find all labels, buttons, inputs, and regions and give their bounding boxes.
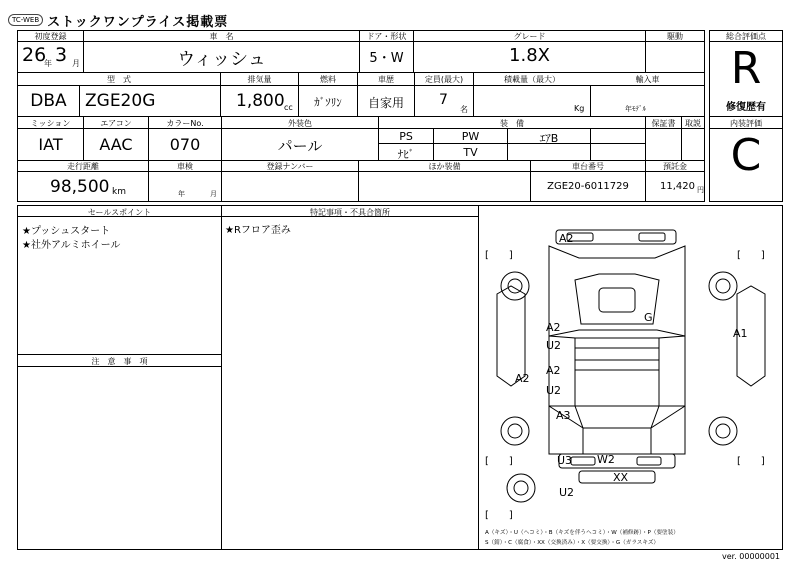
sales-point-1: ★プッシュスタート bbox=[22, 226, 111, 237]
equip-navi: ﾅﾋﾞ bbox=[397, 148, 415, 161]
damage-mark: A2 bbox=[559, 232, 574, 245]
displacement-unit: cc bbox=[284, 103, 293, 112]
damage-mark: G bbox=[644, 311, 653, 324]
damage-mark: A1 bbox=[733, 327, 748, 340]
label-load: 積載量（最大） bbox=[504, 75, 560, 84]
car-damage-diagram bbox=[479, 206, 782, 549]
damage-mark: A2 bbox=[546, 321, 561, 334]
damage-mark: W2 bbox=[597, 453, 615, 466]
label-history: 車歴 bbox=[378, 75, 394, 84]
inspection-month-unit: 月 bbox=[210, 190, 217, 198]
bracket: [ ] bbox=[737, 250, 765, 261]
label-import: 輸入車 bbox=[635, 75, 660, 84]
label-color-no: カラーNo. bbox=[166, 119, 204, 128]
damage-mark: U2 bbox=[559, 486, 575, 499]
label-aircon: エアコン bbox=[100, 119, 132, 128]
mileage-unit: km bbox=[112, 187, 126, 197]
label-interior: 内装評価 bbox=[730, 119, 762, 128]
reg-month: 3 bbox=[55, 44, 68, 66]
damage-mark: A2 bbox=[515, 372, 530, 385]
displacement: 1,800 bbox=[236, 91, 285, 111]
import-unit: 年ﾓﾃﾞﾙ bbox=[625, 105, 646, 113]
label-mileage: 走行距離 bbox=[67, 162, 99, 171]
damage-mark: A3 bbox=[556, 409, 571, 422]
version: ver. 00000001 bbox=[722, 552, 781, 561]
reg-month-unit: 月 bbox=[72, 59, 80, 68]
equip-tv: TV bbox=[463, 146, 478, 159]
reg-year: 26 bbox=[22, 44, 47, 66]
label-displacement: 排気量 bbox=[247, 75, 272, 84]
label-fuel: 燃料 bbox=[320, 75, 336, 84]
capacity-unit: 名 bbox=[460, 105, 468, 114]
door-type: 5・W bbox=[369, 51, 404, 66]
repair-history: 修復歴有 bbox=[726, 102, 766, 113]
history: 自家用 bbox=[367, 96, 404, 110]
label-other-equip: ほか装備 bbox=[428, 162, 461, 171]
label-notes: 特記事項・不具合箇所 bbox=[310, 208, 390, 217]
deposit-unit: 円 bbox=[697, 186, 704, 194]
label-chassis: 車台番号 bbox=[572, 162, 604, 171]
model-code: ZGE20G bbox=[85, 91, 156, 111]
capacity: 7 bbox=[439, 92, 448, 108]
label-sales-points: セールスポイント bbox=[87, 208, 152, 217]
label-tax: 預託金 bbox=[663, 162, 687, 171]
aircon: AAC bbox=[99, 135, 133, 154]
exterior-color: パール bbox=[277, 137, 323, 155]
legend-line-2: S（錆）・C（腐食）・XX（交換済み）・X（要交換）・G（ガラスキズ） bbox=[485, 540, 660, 546]
label-first-reg: 初度登録 bbox=[34, 32, 67, 41]
grade: 1.8X bbox=[509, 45, 550, 66]
note-1: ★Rフロア歪み bbox=[225, 225, 291, 236]
damage-mark: A2 bbox=[546, 364, 561, 377]
load-unit: Kg bbox=[574, 104, 585, 113]
equip-pw: PW bbox=[461, 130, 480, 143]
label-overall: 総合評価点 bbox=[726, 32, 766, 41]
label-inspection: 車検 bbox=[177, 162, 193, 171]
label-mission: ミッション bbox=[30, 119, 71, 128]
inspection-year-unit: 年 bbox=[178, 190, 185, 198]
bracket: [ ] bbox=[485, 456, 513, 467]
overall-grade: R bbox=[730, 43, 762, 94]
sales-point-2: ★社外アルミホイール bbox=[22, 240, 121, 251]
legend-line-1: A（キズ）・U（ヘコミ）・B（キズを伴うヘコミ）・W（補修跡）・P（要塗装） bbox=[485, 530, 679, 536]
chassis-number: ZGE20-6011729 bbox=[547, 181, 629, 192]
label-plate: 登録ナンバー bbox=[266, 162, 314, 171]
label-caution: 注 意 事 項 bbox=[91, 357, 148, 366]
equip-airbag: ｴｱB bbox=[539, 132, 559, 145]
recycle-deposit: 11,420 bbox=[660, 181, 695, 192]
label-warranty: 保証書 bbox=[651, 119, 676, 128]
damage-mark: XX bbox=[613, 471, 629, 484]
car-name: ウィッシュ bbox=[177, 49, 266, 70]
interior-grade: C bbox=[730, 130, 762, 181]
reg-year-unit: 年 bbox=[44, 59, 52, 68]
mission: IAT bbox=[38, 135, 63, 154]
equip-ps: PS bbox=[399, 130, 413, 143]
bracket: [ ] bbox=[737, 456, 765, 467]
model-prefix: DBA bbox=[30, 91, 67, 111]
bracket: [ ] bbox=[485, 510, 513, 521]
label-drive: 駆動 bbox=[667, 32, 683, 41]
label-model: 型 式 bbox=[107, 75, 131, 84]
damage-mark: U2 bbox=[546, 384, 562, 397]
color-no: 070 bbox=[169, 135, 201, 154]
damage-mark: U2 bbox=[546, 339, 562, 352]
label-manual: 取説 bbox=[685, 119, 701, 128]
label-equipment: 装 備 bbox=[500, 119, 524, 128]
page-title: ストックワンプライス掲載票 bbox=[47, 14, 229, 30]
label-grade: グレード bbox=[513, 32, 546, 41]
label-capacity: 定員(最大) bbox=[424, 75, 464, 84]
label-exterior-color: 外装色 bbox=[288, 119, 312, 128]
tc-web-logo: TC-WEB bbox=[8, 14, 43, 26]
bracket: [ ] bbox=[485, 250, 513, 261]
fuel: ｶﾞｿﾘﾝ bbox=[314, 96, 342, 109]
label-door-type: ドア・形状 bbox=[366, 32, 407, 41]
label-car-name: 車 名 bbox=[209, 32, 234, 41]
damage-mark: U3 bbox=[557, 454, 573, 467]
mileage: 98,500 bbox=[50, 177, 110, 197]
